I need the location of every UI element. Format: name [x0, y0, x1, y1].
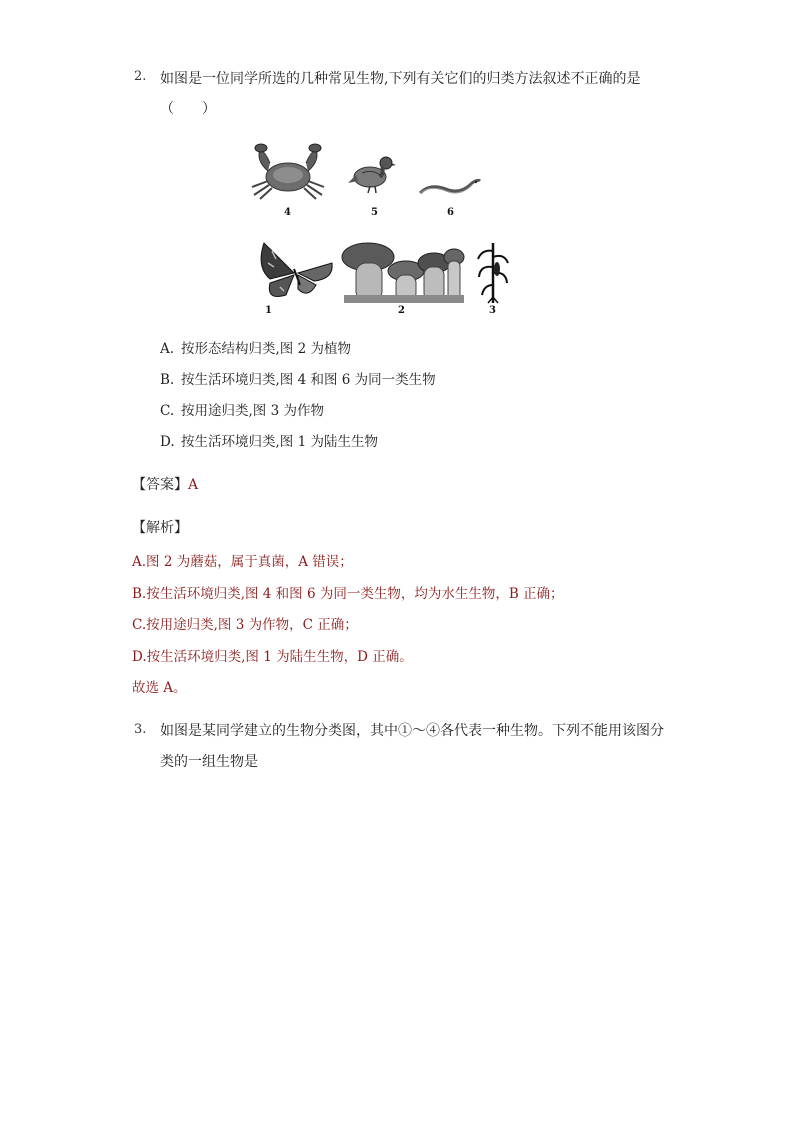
- answer: [132, 474, 198, 494]
- option-d-letter: D.: [160, 434, 175, 450]
- option-c: [160, 399, 324, 419]
- option-a: [160, 337, 351, 357]
- option-d-text: 按生活环境归类,图 1 为陆生生物: [181, 434, 378, 450]
- analysis-title: 【解析】: [132, 520, 188, 536]
- answer-value: A: [188, 477, 199, 493]
- figure-label-6: 6: [447, 207, 454, 218]
- analysis-line-1: A.图 2 为蘑菇，属于真菌，A 错误；: [132, 554, 353, 570]
- option-b-text: 按生活环境归类,图 4 和图 6 为同一类生物: [181, 372, 436, 388]
- option-b-letter: B.: [160, 372, 175, 388]
- question-2-stem: 如图是一位同学所选的几种常见生物,下列有关它们的归类方法叙述不正确的是: [160, 71, 641, 87]
- eel-image: [416, 175, 482, 201]
- option-c-letter: C.: [160, 403, 175, 419]
- question-2-bracket: （ ）: [160, 101, 216, 117]
- corn-plant-image: [476, 239, 510, 305]
- figure-label-3: 3: [489, 305, 496, 316]
- analysis-line-2: B.按生活环境归类,图 4 和图 6 为同一类生物，均为水生生物，B 正确；: [132, 586, 564, 602]
- mushroom-image: [338, 235, 466, 305]
- figure-label-2: 2: [398, 305, 405, 316]
- crab-image: [248, 139, 328, 201]
- question-3-line-2: 类的一组生物是: [160, 754, 258, 770]
- option-a-text: 按形态结构归类,图 2 为植物: [181, 341, 351, 357]
- option-a-letter: A.: [160, 341, 175, 357]
- analysis-line-5: 故选 A。: [132, 680, 187, 696]
- figure-label-1: 1: [265, 305, 272, 316]
- figure-label-4: 4: [284, 207, 291, 218]
- organisms-figure: [240, 135, 520, 320]
- option-b: [160, 368, 436, 388]
- pigeon-image: [348, 149, 398, 195]
- analysis-line-4: D.按生活环境归类,图 1 为陆生生物，D 正确。: [132, 649, 413, 665]
- question-2-number: 2.: [134, 69, 147, 84]
- option-c-text: 按用途归类,图 3 为作物: [181, 403, 324, 419]
- butterfly-image: [256, 239, 336, 303]
- option-d: [160, 430, 378, 450]
- question-3-line-1: 如图是某同学建立的生物分类图，其中①～④各代表一种生物。下列不能用该图分: [160, 723, 664, 739]
- answer-label: 【答案】: [132, 477, 188, 493]
- analysis-line-3: C.按用途归类,图 3 为作物，C 正确；: [132, 617, 358, 633]
- figure-label-5: 5: [371, 207, 378, 218]
- question-3-number: 3.: [134, 722, 147, 737]
